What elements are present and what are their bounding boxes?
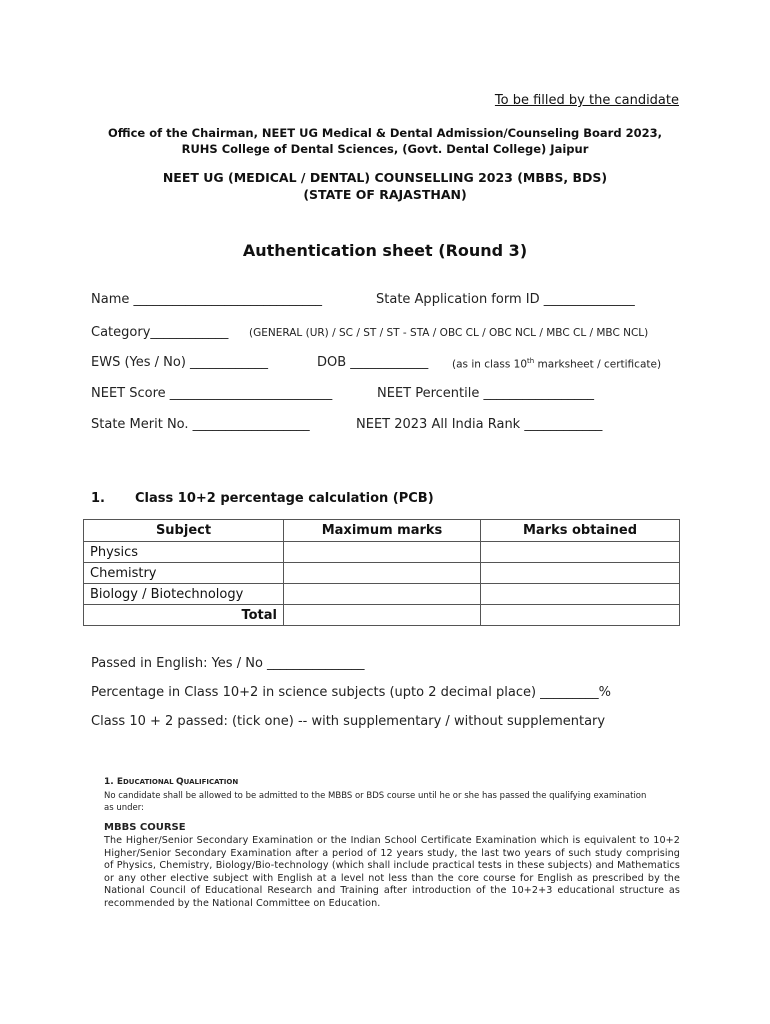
class12-passed-field[interactable]: Class 10 + 2 passed: (tick one) -- with supplementary / without supplementary [91, 714, 606, 729]
header-subject: Subject [84, 520, 284, 542]
qualification-desc-line-2: as under: [104, 803, 144, 813]
table-row [84, 563, 680, 584]
subject-cell: Physics [84, 542, 284, 563]
header-marks-obtained: Marks obtained [481, 520, 680, 542]
neet-score-field[interactable]: NEET Score _________________________ [91, 386, 333, 401]
office-line-2: RUHS College of Dental Sciences, (Govt. Dental College) Jaipur [181, 142, 589, 156]
counselling-line-1: NEET UG (MEDICAL / DENTAL) COUNSELLING 2023 (MBBS, BDS) [162, 170, 608, 185]
fill-note: To be filled by the candidate [494, 93, 679, 108]
marks-obtained-cell[interactable] [481, 542, 680, 563]
dob-note-sup: th [527, 357, 535, 365]
mbbs-course-heading: MBBS COURSE [104, 822, 186, 833]
section-number: 1. [91, 491, 105, 506]
max-marks-cell[interactable] [284, 584, 481, 605]
marks-obtained-cell[interactable] [481, 584, 680, 605]
subject-cell: Biology / Biotechnology [84, 584, 284, 605]
dob-note-prefix: (as in class 10 [452, 358, 528, 371]
subject-cell: Chemistry [84, 563, 284, 584]
qualification-number: 1. [104, 777, 117, 787]
percentage-field[interactable]: Percentage in Class 10+2 in science subjects (upto 2 decimal place) _________% [91, 685, 612, 700]
qualification-rest-2: UALIFICATION [183, 778, 239, 786]
office-line-1: Office of the Chairman, NEET UG Medical & Dental Admission/Counseling Board 2023, [108, 126, 662, 140]
category-field[interactable]: Category____________ [91, 325, 229, 340]
counselling-line-2: (STATE OF RAJASTHAN) [303, 187, 467, 202]
dob-field[interactable]: DOB ____________ [317, 355, 429, 370]
qualification-desc-line-1: No candidate shall be allowed to be admitted to the MBBS or BDS course until he or she has passed the qualifying examination [104, 791, 647, 801]
table-row [84, 542, 680, 563]
max-marks-cell[interactable] [284, 563, 481, 584]
dob-note-suffix: marksheet / certificate) [534, 358, 662, 371]
qualification-description [104, 790, 680, 814]
mbbs-course-text: The Higher/Senior Secondary Examination or the Indian School Certificate Examination which is equivalent to 10+2 Higher/Senior Secondary Examination after a period of 12 years study, the last two years of such study comprising of Physics, Chemistry, Biology/Bio-technology (which shall include practical tests in these subjects) and Mathematics or any other elective subject with English at a level not less than the core course for English as prescribed by the National Council of Educational Research and Training after introduction of the 10+2+3 educational structure as recommended by the National Committee on Education. [104, 835, 680, 909]
section-1-heading [91, 491, 434, 506]
table-row [84, 584, 680, 605]
section-title: Class 10+2 percentage calculation (PCB) [135, 491, 434, 506]
total-marks-obtained-cell[interactable] [481, 605, 680, 626]
total-label: Total [84, 605, 284, 626]
table-total-row [84, 605, 680, 626]
qualification-q: Q [176, 777, 184, 787]
header-maximum-marks: Maximum marks [284, 520, 481, 542]
max-marks-cell[interactable] [284, 542, 481, 563]
table-header-row [84, 520, 680, 542]
qualification-heading [104, 777, 680, 787]
category-options: (GENERAL (UR) / SC / ST / ST - STA / OBC CL / OBC NCL / MBC CL / MBC NCL) [249, 327, 649, 339]
name-field[interactable]: Name _____________________________ [91, 292, 322, 307]
ews-field[interactable]: EWS (Yes / No) ____________ [91, 355, 269, 370]
total-max-marks-cell[interactable] [284, 605, 481, 626]
dob-note [452, 357, 661, 371]
marks-obtained-cell[interactable] [481, 563, 680, 584]
all-india-rank-field[interactable]: NEET 2023 All India Rank ____________ [356, 417, 603, 432]
office-heading [0, 125, 770, 157]
counselling-heading [0, 169, 770, 203]
state-application-id-field[interactable]: State Application form ID ______________ [376, 292, 635, 307]
marks-table [83, 519, 680, 626]
page-title: Authentication sheet (Round 3) [242, 241, 528, 260]
qualification-e: E [116, 777, 123, 787]
state-merit-field[interactable]: State Merit No. __________________ [91, 417, 310, 432]
neet-percentile-field[interactable]: NEET Percentile _________________ [377, 386, 594, 401]
passed-english-field[interactable]: Passed in English: Yes / No _______________ [91, 656, 365, 671]
qualification-rest-1: DUCATIONAL [122, 778, 176, 786]
